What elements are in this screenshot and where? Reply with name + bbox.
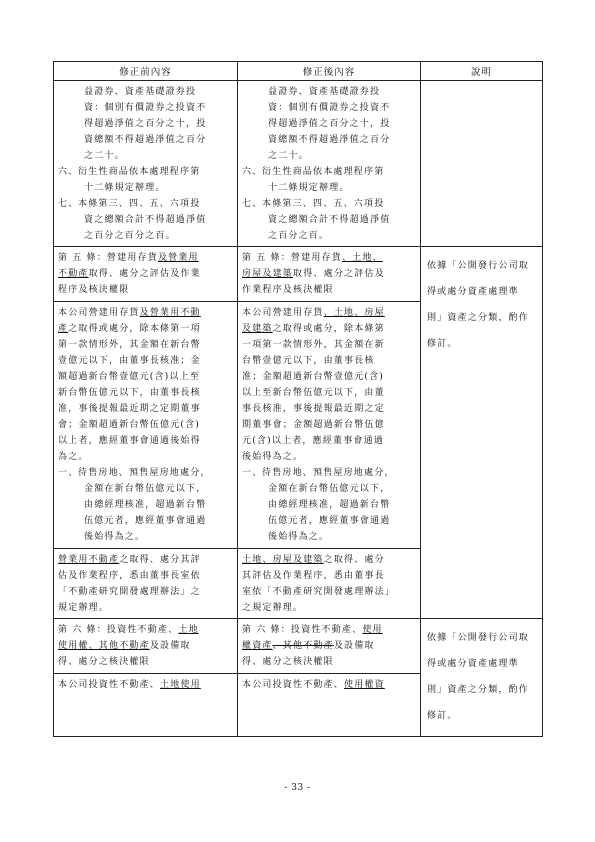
cell-before <box>54 619 238 737</box>
cell-before <box>54 247 238 619</box>
list-item-7-before: 七、本條第三、四、五、六項投 資之總額合計不得超過淨值 之百分之百分之百。 <box>58 199 207 241</box>
cell-note <box>421 619 543 737</box>
table-row-article-6 <box>54 619 543 737</box>
list-item-7-after: 七、本條第三、四、五、六項投 資之總額合計不得超過淨值 之百分之百。 <box>242 199 391 241</box>
article-title-before: 第 五 條：營建用存貨及營業用 不動產取得、處分之評估及作業 程序及核決權限 <box>58 253 201 295</box>
header-before: 修正前內容 <box>54 62 238 81</box>
article-title-after: 第 六 條：投資性不動產、使用 權資產、其他不動產及設備取 得、處分之核決權限 <box>242 625 383 667</box>
continued-text-after: 益證券、資產基礎證券投 資：個別有價證券之投資不 得超過淨值之百分之十，投 資總額不得超過淨值之百分 之二十。 <box>268 87 391 161</box>
article-body-before: 本公司營建用存貨及營業用不動 產之取得或處分，除本條第一項 第一款情形外，其金額在新台幣 壹億元以下，由董事長核准；金 額超過新台幣壹億元(含)以上至 新台幣伍億元以下，由董事長核 准，事後提報最近期之定期董事 會；金額超過新台幣伍億元(含) 以上者，應經董事會通過後始得 為之。 一、待售房地、預售屋房地處分， 金額在新台幣伍億元以下， 由總經理核准，超過新台幣 伍億元者，應經董事會通過 後始得為之。 <box>54 301 237 545</box>
table-row-article-5 <box>54 247 543 619</box>
continued-text-before: 益證券、資產基礎證券投 資：個別有價證券之投資不 得超過淨值之百分之十，投 資總額不得超過淨值之百分 之二十。 <box>84 87 207 161</box>
page-number: - 33 - <box>284 783 311 793</box>
article-body-after: 本公司營建用存貨、土地、房屋 及建築之取得或處分，除本條第 一項第一款情形外，其金額在新 台幣壹億元以下，由董事長核 准；金額超過新台幣壹億元(含) 以上至新台幣伍億元以下，由董 事長核准，事後提報最近期之定 期董事會；金額超過新台幣伍億 元(含)以上者，應經董事會通過 後始得為之。 一、待售房地、預售屋房地處分， 金額在新台幣伍億元以下， 由總經理核准，超過新台幣 伍億元者，應經董事會通過 後始得為之。 <box>238 301 420 545</box>
cell-note <box>421 247 543 619</box>
article-body-before: 本公司投資性不動產、土地使用 <box>54 673 237 693</box>
article-tail-before: 營業用不動產之取得、處分其評 估及作業程序，悉由董事長室依 「不動產研究開發處理辦法」之 規定辦理。 <box>54 548 237 616</box>
comparison-table <box>53 61 543 737</box>
note-text: 依據「公開發行公司取 得或處分資產處理準 則」資產之分類，酌作 修訂。 <box>427 261 530 349</box>
article-tail-after: 土地、房屋及建築之取得、處分 其評估及作業程序，悉由董事長 室依「不動產研究開發處理辦法」 之規定辦理。 <box>238 548 420 616</box>
cell-after <box>238 247 421 619</box>
list-item-6-after: 六、衍生性商品依本處理程序第 十二條規定辦理。 <box>242 167 385 193</box>
article-title-before: 第 六 條：投資性不動產、土地 使用權、其他不動產及設備取 得、處分之核決權限 <box>58 625 199 667</box>
table-row-continued <box>54 81 543 247</box>
article-title-after: 第 五 條：營建用存貨、土地、 房屋及建築取得、處分之評估及 作業程序及核決權限 <box>242 253 385 295</box>
list-item-6-before: 六、衍生性商品依本處理程序第 十二條規定辦理。 <box>58 167 201 193</box>
cell-after <box>238 619 421 737</box>
note-text: 依據「公開發行公司取 得或處分資產處理準 則」資產之分類，酌作 修訂。 <box>427 633 530 721</box>
cell-note-empty <box>421 81 543 247</box>
table-header-row <box>54 62 543 81</box>
cell-before <box>54 81 238 247</box>
cell-after <box>238 81 421 247</box>
list-item-1-after: 一、待售房地、預售屋房地處分， 金額在新台幣伍億元以下， 由總經理核准，超過新台幣 伍億元者，應經董事會通過 後始得為之。 <box>242 468 395 542</box>
list-item-1-before: 一、待售房地、預售屋房地處分， 金額在新台幣伍億元以下， 由總經理核准，超過新台幣 伍億元者，應經董事會通過 後始得為之。 <box>58 468 211 542</box>
header-note: 說明 <box>421 62 543 81</box>
article-body-after: 本公司投資性不動產、使用權資 <box>238 673 420 693</box>
header-after: 修正後內容 <box>238 62 421 81</box>
